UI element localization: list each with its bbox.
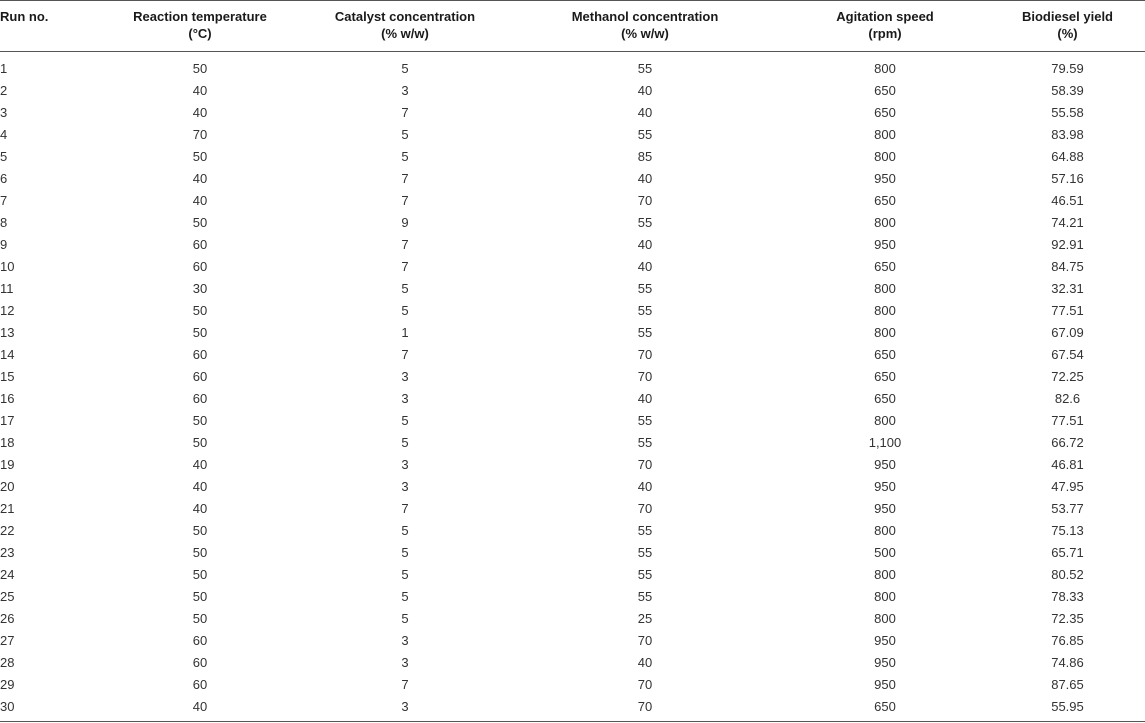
header-unit: (%) (1057, 26, 1078, 41)
cell-run-no: 22 (0, 523, 15, 538)
cell-biodiesel-yield: 75.13 (1051, 523, 1084, 538)
header-line: Run no. (0, 9, 49, 24)
cell-agitation-speed: 650 (874, 391, 896, 406)
table-row (0, 608, 1145, 630)
cell-reaction-temperature: 40 (192, 457, 208, 472)
cell-agitation-speed: 950 (874, 237, 896, 252)
cell-methanol-concentration: 40 (637, 655, 653, 670)
cell-biodiesel-yield: 58.39 (1051, 83, 1084, 98)
table-row (0, 542, 1145, 564)
cell-run-no: 6 (0, 171, 8, 186)
cell-biodiesel-yield: 72.35 (1051, 611, 1084, 626)
cell-catalyst-concentration: 7 (401, 501, 409, 516)
cell-agitation-speed: 800 (874, 149, 896, 164)
table-row (0, 520, 1145, 542)
header-line: Reaction temperature (133, 9, 267, 24)
cell-biodiesel-yield: 67.54 (1051, 347, 1084, 362)
cell-biodiesel-yield: 53.77 (1051, 501, 1084, 516)
cell-agitation-speed: 500 (874, 545, 896, 560)
cell-methanol-concentration: 40 (637, 391, 653, 406)
cell-biodiesel-yield: 47.95 (1051, 479, 1084, 494)
cell-agitation-speed: 800 (874, 567, 896, 582)
cell-biodiesel-yield: 32.31 (1051, 281, 1084, 296)
cell-catalyst-concentration: 7 (401, 193, 409, 208)
cell-catalyst-concentration: 5 (401, 523, 409, 538)
table-row (0, 498, 1145, 520)
cell-catalyst-concentration: 5 (401, 149, 409, 164)
header-line: Catalyst concentration (334, 9, 476, 24)
cell-agitation-speed: 800 (874, 523, 896, 538)
cell-agitation-speed: 950 (874, 501, 896, 516)
table-row (0, 300, 1145, 322)
cell-methanol-concentration: 55 (637, 61, 653, 76)
cell-agitation-speed: 950 (874, 633, 896, 648)
cell-catalyst-concentration: 5 (401, 303, 409, 318)
cell-methanol-concentration: 55 (637, 325, 653, 340)
cell-reaction-temperature: 50 (192, 523, 208, 538)
cell-catalyst-concentration: 3 (401, 391, 409, 406)
cell-methanol-concentration: 70 (637, 457, 653, 472)
table-row (0, 190, 1145, 212)
cell-run-no: 18 (0, 435, 15, 450)
table-row (0, 322, 1145, 344)
cell-methanol-concentration: 40 (637, 171, 653, 186)
cell-run-no: 2 (0, 83, 8, 98)
cell-catalyst-concentration: 5 (401, 127, 409, 142)
cell-reaction-temperature: 60 (192, 633, 208, 648)
header-biodiesel-yield (990, 1, 1145, 52)
cell-reaction-temperature: 50 (192, 589, 208, 604)
cell-biodiesel-yield: 65.71 (1051, 545, 1084, 560)
cell-biodiesel-yield: 76.85 (1051, 633, 1084, 648)
cell-biodiesel-yield: 55.58 (1051, 105, 1084, 120)
cell-reaction-temperature: 60 (192, 347, 208, 362)
cell-catalyst-concentration: 9 (401, 215, 409, 230)
cell-agitation-speed: 650 (874, 83, 896, 98)
table-row (0, 454, 1145, 476)
cell-reaction-temperature: 50 (192, 413, 208, 428)
cell-biodiesel-yield: 84.75 (1051, 259, 1084, 274)
header-agitation-speed (780, 1, 990, 52)
cell-reaction-temperature: 60 (192, 259, 208, 274)
cell-agitation-speed: 650 (874, 259, 896, 274)
header-line: Methanol concentration (571, 9, 719, 24)
cell-methanol-concentration: 55 (637, 413, 653, 428)
cell-run-no: 23 (0, 545, 15, 560)
cell-biodiesel-yield: 87.65 (1051, 677, 1084, 692)
cell-agitation-speed: 1,100 (868, 435, 902, 450)
table-row (0, 278, 1145, 300)
header-unit: (rpm) (868, 26, 902, 41)
cell-run-no: 30 (0, 699, 15, 714)
cell-catalyst-concentration: 1 (401, 325, 409, 340)
cell-agitation-speed: 650 (874, 347, 896, 362)
cell-biodiesel-yield: 64.88 (1051, 149, 1084, 164)
cell-biodiesel-yield: 77.51 (1051, 303, 1084, 318)
cell-catalyst-concentration: 3 (401, 655, 409, 670)
cell-run-no: 29 (0, 677, 15, 692)
cell-agitation-speed: 950 (874, 457, 896, 472)
cell-reaction-temperature: 50 (192, 61, 208, 76)
cell-reaction-temperature: 50 (192, 325, 208, 340)
cell-reaction-temperature: 50 (192, 545, 208, 560)
table-row (0, 146, 1145, 168)
table-header (0, 1, 1145, 52)
cell-methanol-concentration: 70 (637, 501, 653, 516)
header-catalyst-concentration (300, 1, 510, 52)
cell-methanol-concentration: 40 (637, 105, 653, 120)
cell-methanol-concentration: 70 (637, 347, 653, 362)
cell-reaction-temperature: 50 (192, 303, 208, 318)
cell-catalyst-concentration: 5 (401, 567, 409, 582)
table-row (0, 58, 1145, 80)
cell-reaction-temperature: 60 (192, 655, 208, 670)
cell-biodiesel-yield: 92.91 (1051, 237, 1084, 252)
table-row (0, 124, 1145, 146)
cell-reaction-temperature: 40 (192, 699, 208, 714)
cell-reaction-temperature: 60 (192, 677, 208, 692)
cell-run-no: 3 (0, 105, 8, 120)
cell-biodiesel-yield: 83.98 (1051, 127, 1084, 142)
header-reaction-temperature (100, 1, 300, 52)
cell-catalyst-concentration: 3 (401, 457, 409, 472)
cell-reaction-temperature: 40 (192, 83, 208, 98)
cell-reaction-temperature: 40 (192, 479, 208, 494)
cell-run-no: 5 (0, 149, 8, 164)
cell-catalyst-concentration: 7 (401, 237, 409, 252)
cell-catalyst-concentration: 5 (401, 61, 409, 76)
cell-agitation-speed: 800 (874, 325, 896, 340)
cell-reaction-temperature: 60 (192, 237, 208, 252)
table-row (0, 476, 1145, 498)
cell-catalyst-concentration: 7 (401, 105, 409, 120)
cell-run-no: 10 (0, 259, 15, 274)
cell-catalyst-concentration: 5 (401, 611, 409, 626)
cell-reaction-temperature: 40 (192, 501, 208, 516)
cell-run-no: 12 (0, 303, 15, 318)
cell-methanol-concentration: 55 (637, 303, 653, 318)
cell-catalyst-concentration: 7 (401, 259, 409, 274)
cell-biodiesel-yield: 78.33 (1051, 589, 1084, 604)
cell-reaction-temperature: 50 (192, 149, 208, 164)
cell-methanol-concentration: 55 (637, 215, 653, 230)
table-row (0, 212, 1145, 234)
cell-reaction-temperature: 70 (192, 127, 208, 142)
table-row (0, 80, 1145, 102)
cell-reaction-temperature: 40 (192, 171, 208, 186)
table-row (0, 586, 1145, 608)
cell-catalyst-concentration: 3 (401, 633, 409, 648)
cell-methanol-concentration: 55 (637, 435, 653, 450)
cell-agitation-speed: 800 (874, 61, 896, 76)
cell-biodiesel-yield: 67.09 (1051, 325, 1084, 340)
cell-biodiesel-yield: 46.51 (1051, 193, 1084, 208)
cell-biodiesel-yield: 80.52 (1051, 567, 1084, 582)
cell-agitation-speed: 800 (874, 413, 896, 428)
cell-methanol-concentration: 40 (637, 83, 653, 98)
cell-methanol-concentration: 40 (637, 237, 653, 252)
cell-reaction-temperature: 30 (192, 281, 208, 296)
cell-agitation-speed: 800 (874, 611, 896, 626)
cell-biodiesel-yield: 74.21 (1051, 215, 1084, 230)
cell-run-no: 21 (0, 501, 15, 516)
table-row (0, 696, 1145, 718)
bottom-rule (0, 721, 1145, 722)
cell-reaction-temperature: 40 (192, 105, 208, 120)
cell-agitation-speed: 800 (874, 127, 896, 142)
cell-agitation-speed: 650 (874, 699, 896, 714)
cell-agitation-speed: 950 (874, 655, 896, 670)
cell-catalyst-concentration: 7 (401, 347, 409, 362)
cell-run-no: 27 (0, 633, 15, 648)
cell-run-no: 4 (0, 127, 8, 142)
cell-catalyst-concentration: 3 (401, 369, 409, 384)
cell-methanol-concentration: 70 (637, 193, 653, 208)
header-run-no (0, 1, 100, 52)
cell-run-no: 15 (0, 369, 15, 384)
cell-methanol-concentration: 40 (637, 259, 653, 274)
cell-agitation-speed: 950 (874, 479, 896, 494)
cell-run-no: 11 (0, 281, 14, 296)
cell-biodiesel-yield: 72.25 (1051, 369, 1084, 384)
cell-methanol-concentration: 70 (637, 633, 653, 648)
cell-methanol-concentration: 85 (637, 149, 653, 164)
cell-run-no: 25 (0, 589, 15, 604)
cell-methanol-concentration: 55 (637, 567, 653, 582)
cell-methanol-concentration: 55 (637, 545, 653, 560)
cell-methanol-concentration: 40 (637, 479, 653, 494)
header-unit: (°C) (188, 26, 212, 41)
cell-run-no: 7 (0, 193, 8, 208)
cell-catalyst-concentration: 5 (401, 281, 409, 296)
cell-methanol-concentration: 55 (637, 281, 653, 296)
cell-catalyst-concentration: 7 (401, 171, 409, 186)
cell-catalyst-concentration: 5 (401, 589, 409, 604)
cell-run-no: 17 (0, 413, 15, 428)
header-line: Biodiesel yield (1021, 9, 1114, 24)
table-row (0, 674, 1145, 696)
table-row (0, 432, 1145, 454)
cell-reaction-temperature: 50 (192, 611, 208, 626)
cell-biodiesel-yield: 82.6 (1054, 391, 1081, 406)
cell-run-no: 8 (0, 215, 8, 230)
cell-run-no: 19 (0, 457, 15, 472)
table-row (0, 630, 1145, 652)
table-row (0, 564, 1145, 586)
cell-catalyst-concentration: 5 (401, 545, 409, 560)
cell-biodiesel-yield: 55.95 (1051, 699, 1084, 714)
cell-catalyst-concentration: 3 (401, 699, 409, 714)
cell-reaction-temperature: 50 (192, 215, 208, 230)
table-row (0, 344, 1145, 366)
cell-biodiesel-yield: 79.59 (1051, 61, 1084, 76)
table-row (0, 256, 1145, 278)
cell-agitation-speed: 650 (874, 105, 896, 120)
cell-run-no: 14 (0, 347, 15, 362)
cell-methanol-concentration: 70 (637, 369, 653, 384)
table-row (0, 234, 1145, 256)
cell-catalyst-concentration: 7 (401, 677, 409, 692)
header-line: Agitation speed (836, 9, 934, 24)
cell-run-no: 16 (0, 391, 15, 406)
cell-run-no: 28 (0, 655, 15, 670)
cell-run-no: 24 (0, 567, 15, 582)
cell-reaction-temperature: 50 (192, 435, 208, 450)
cell-run-no: 26 (0, 611, 15, 626)
cell-run-no: 1 (0, 61, 8, 76)
cell-agitation-speed: 800 (874, 303, 896, 318)
cell-catalyst-concentration: 3 (401, 83, 409, 98)
table-row (0, 388, 1145, 410)
cell-run-no: 9 (0, 237, 8, 252)
cell-biodiesel-yield: 46.81 (1051, 457, 1084, 472)
cell-agitation-speed: 800 (874, 281, 896, 296)
cell-methanol-concentration: 55 (637, 523, 653, 538)
cell-agitation-speed: 950 (874, 677, 896, 692)
cell-run-no: 13 (0, 325, 15, 340)
cell-run-no: 20 (0, 479, 15, 494)
cell-methanol-concentration: 25 (637, 611, 653, 626)
cell-agitation-speed: 800 (874, 215, 896, 230)
cell-catalyst-concentration: 5 (401, 435, 409, 450)
table-row (0, 410, 1145, 432)
cell-catalyst-concentration: 3 (401, 479, 409, 494)
cell-methanol-concentration: 70 (637, 699, 653, 714)
cell-reaction-temperature: 60 (192, 369, 208, 384)
cell-biodiesel-yield: 57.16 (1051, 171, 1084, 186)
header-unit: (% w/w) (621, 26, 669, 41)
header-row (0, 1, 1145, 52)
cell-methanol-concentration: 55 (637, 127, 653, 142)
cell-agitation-speed: 650 (874, 369, 896, 384)
cell-agitation-speed: 950 (874, 171, 896, 186)
header-methanol-concentration (510, 1, 780, 52)
cell-biodiesel-yield: 74.86 (1051, 655, 1084, 670)
table-row (0, 652, 1145, 674)
cell-methanol-concentration: 55 (637, 589, 653, 604)
table-row (0, 102, 1145, 124)
cell-agitation-speed: 650 (874, 193, 896, 208)
cell-reaction-temperature: 40 (192, 193, 208, 208)
table-row (0, 168, 1145, 190)
cell-reaction-temperature: 50 (192, 567, 208, 582)
cell-agitation-speed: 800 (874, 589, 896, 604)
cell-catalyst-concentration: 5 (401, 413, 409, 428)
table-body (0, 52, 1145, 719)
header-unit: (% w/w) (381, 26, 429, 41)
table-row (0, 366, 1145, 388)
cell-reaction-temperature: 60 (192, 391, 208, 406)
cell-biodiesel-yield: 77.51 (1051, 413, 1084, 428)
cell-biodiesel-yield: 66.72 (1051, 435, 1084, 450)
cell-methanol-concentration: 70 (637, 677, 653, 692)
